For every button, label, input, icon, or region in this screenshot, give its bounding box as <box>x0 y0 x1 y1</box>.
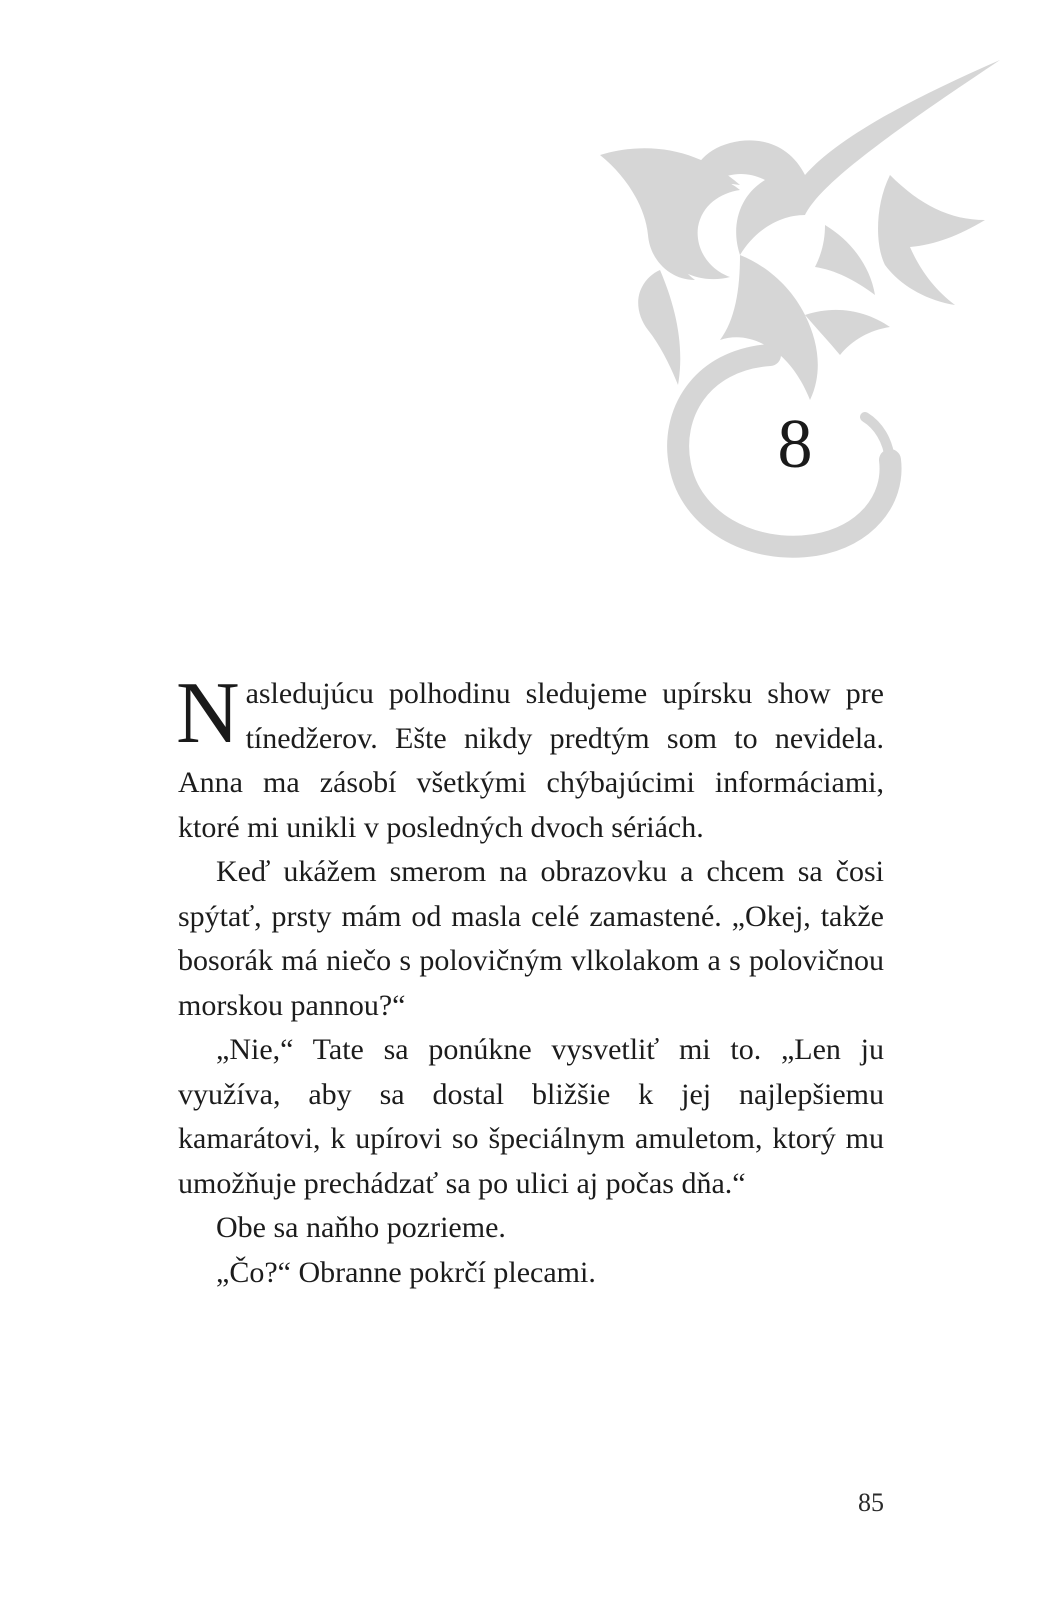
paragraph-2: Keď ukážem smerom na obrazovku a chcem sa čosi spýtať, prsty mám od masla celé zamastené. „Okej, takže bosorák má niečo s polovičným vlkolakom a s polovičnou morskou pannou?“ <box>178 855 884 1022</box>
chapter-text <box>176 665 884 1295</box>
drop-cap: N <box>176 665 240 762</box>
paragraph-5: „Čo?“ Obranne pokrčí plecami. <box>216 1255 596 1289</box>
paragraph-4: Obe sa naňho pozrieme. <box>216 1211 506 1244</box>
chapter-number: 8 <box>777 406 813 483</box>
page-number: 85 <box>858 1488 884 1517</box>
paragraph-3: „Nie,“ Tate sa ponúkne vysvetliť mi to. „Len ju využíva, aby sa dostal bližšie k jej najlepšiemu kamarátovi, k upírovi so špeciálnym amuletom, ktorý mu umožňuje prechádzať sa po ulici aj počas dňa.“ <box>178 1033 884 1200</box>
paragraph-1 <box>176 665 884 850</box>
dragon-ornament-icon <box>590 55 1010 575</box>
paragraph-1-text: asledujúcu polhodinu sledujeme upírsku show pre tínedžerov. Ešte nikdy predtým som to nevidela. Anna ma zásobí všetkými chýbajúcimi informáciami, ktoré mi unikli v posledných dvoch sériách. <box>178 677 884 844</box>
